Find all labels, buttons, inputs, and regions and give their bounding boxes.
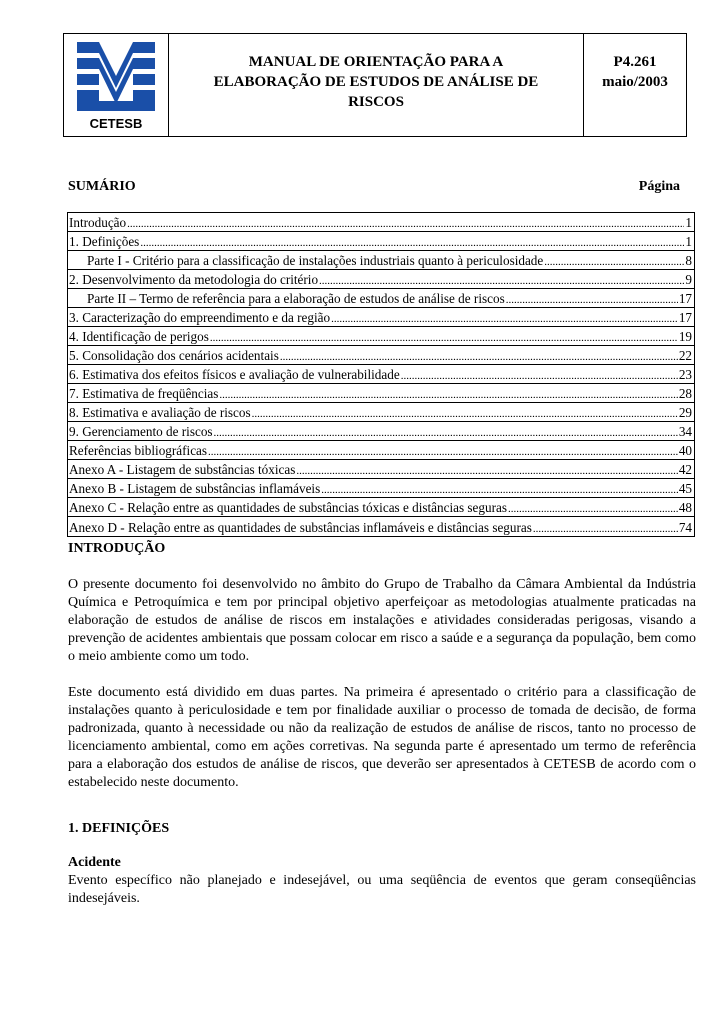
toc-entry-page: 28 [678, 386, 692, 401]
toc-entry-label: Anexo D - Relação entre as quantidades de substâncias inflamáveis e distâncias seguras [69, 520, 532, 535]
toc-leader-dots [219, 388, 677, 402]
toc-entry[interactable] [68, 251, 694, 270]
toc-entry[interactable] [68, 479, 694, 498]
logo-cell [64, 34, 169, 136]
toc-entry[interactable] [68, 308, 694, 327]
term-acidente: Acidente [68, 855, 121, 870]
cetesb-logo-icon [77, 42, 155, 112]
toc-leader-dots [252, 407, 678, 421]
document-code-cell [584, 34, 686, 136]
toc-entry-label: 3. Caracterização do empreendimento e da região [69, 310, 331, 325]
toc-entry[interactable] [68, 213, 694, 232]
toc-leader-dots [401, 369, 678, 383]
title-line: RISCOS [348, 94, 404, 110]
toc-leader-dots [210, 331, 678, 345]
toc-leader-dots [544, 255, 684, 269]
sumario-title: SUMÁRIO [68, 179, 136, 194]
document-date: maio/2003 [602, 74, 668, 90]
toc-entry-page: 17 [678, 291, 692, 306]
toc-entry-label: 1. Definições [69, 234, 140, 249]
toc-entry[interactable] [68, 498, 694, 517]
toc-entry-label: 8. Estimativa e avaliação de riscos [69, 405, 251, 420]
toc-leader-dots [296, 464, 677, 478]
toc-entry-page: 8 [685, 253, 692, 268]
toc-entry-page: 40 [678, 443, 692, 458]
toc-entry-label: 9. Gerenciamento de riscos [69, 424, 213, 439]
toc-leader-dots [533, 522, 678, 536]
page-column-label: Página [638, 179, 680, 194]
toc-entry-page: 1 [685, 215, 692, 230]
toc-entry-page: 1 [685, 234, 692, 249]
title-line: ELABORAÇÃO DE ESTUDOS DE ANÁLISE DE [213, 74, 539, 90]
toc-entry-label: Referências bibliográficas [69, 443, 208, 458]
introducao-title: INTRODUÇÃO [68, 541, 166, 556]
introducao-paragraph-2: Este documento está dividido em duas partes. Na primeira é apresentado o critério para a classificação de instalações quanto à periculosidade e tem por finalidade auxiliar o processo de tomada de decisão, de forma padronizada, quanto à necessidade ou não da realização de estudos de análise de riscos, tanto no processo de licenciamento ambiental, como em ações corretivas. Na segunda parte é apresentado um termo de referência para a elaboração dos estudos de análise de riscos, que deverão ser apresentados à CETESB de acordo com o estabelecido neste documento. [68, 685, 696, 790]
toc-leader-dots [214, 426, 678, 440]
toc-entry-page: 9 [685, 272, 692, 287]
toc-entry-label: Anexo C - Relação entre as quantidades de substâncias tóxicas e distâncias seguras [69, 500, 507, 515]
toc-entry-page: 45 [678, 481, 692, 496]
toc-entry-page: 23 [678, 367, 692, 382]
toc-entry-page: 19 [678, 329, 692, 344]
toc-entry[interactable] [68, 403, 694, 422]
toc-entry-label: 7. Estimativa de freqüências [69, 386, 219, 401]
toc-leader-dots [140, 236, 684, 250]
introducao-paragraph-1: O presente documento foi desenvolvido no âmbito do Grupo de Trabalho da Câmara Ambiental da Indústria Química e Petroquímica e tem por principal objetivo aperfeiçoar as metodologias atualmente praticadas na elaboração de estudos de análise de riscos em instalações e atividades consideradas perigosas, visando a prevenção de acidentes ambientais que possam colocar em risco a saúde e a segurança da população, bem como o meio ambiente como um todo. [68, 577, 696, 664]
toc-entry-page: 48 [678, 500, 692, 515]
toc-entry-label: Anexo A - Listagem de substâncias tóxicas [69, 462, 296, 477]
toc-leader-dots [506, 293, 678, 307]
document-code: P4.261 [613, 54, 657, 70]
toc-entry[interactable] [68, 517, 694, 536]
toc-leader-dots [127, 217, 684, 231]
toc-entry-page: 22 [678, 348, 692, 363]
sumario-heading [68, 179, 680, 195]
toc-entry-label: 6. Estimativa dos efeitos físicos e avaliação de vulnerabilidade [69, 367, 400, 382]
toc-entry[interactable] [68, 365, 694, 384]
toc-entry-page: 74 [678, 520, 692, 535]
document-title [169, 34, 584, 136]
toc-leader-dots [508, 502, 678, 516]
toc-leader-dots [321, 483, 678, 497]
toc-entry[interactable] [68, 289, 694, 308]
definicoes-title: 1. DEFINIÇÕES [68, 821, 170, 836]
toc-entry[interactable] [68, 441, 694, 460]
toc-entry-page: 34 [678, 424, 692, 439]
toc-entry[interactable] [68, 384, 694, 403]
toc-entry-page: 42 [678, 462, 692, 477]
toc-leader-dots [319, 274, 684, 288]
toc-entry-label: Parte II – Termo de referência para a elaboração de estudos de análise de riscos [87, 291, 505, 306]
logo-text: CETESB [89, 116, 143, 131]
toc-entry[interactable] [68, 270, 694, 289]
toc-entry[interactable] [68, 346, 694, 365]
toc-entry-label: 2. Desenvolvimento da metodologia do critério [69, 272, 319, 287]
toc-entry-page: 17 [678, 310, 692, 325]
toc-leader-dots [280, 350, 678, 364]
toc-entry[interactable] [68, 232, 694, 251]
toc-entry-label: Anexo B - Listagem de substâncias inflamáveis [69, 481, 321, 496]
toc-entry-label: Parte I - Critério para a classificação de instalações industriais quanto à periculosidade [87, 253, 544, 268]
toc-entry-label: 5. Consolidação dos cenários acidentais [69, 348, 279, 363]
toc-entry-label: Introdução [69, 215, 127, 230]
toc-leader-dots [208, 445, 678, 459]
toc-entry[interactable] [68, 422, 694, 441]
term-definition: Evento específico não planejado e indesejável, ou uma seqüência de eventos que geram conseqüências indesejáveis. [68, 873, 696, 906]
toc-entry-label: 4. Identificação de perigos [69, 329, 209, 344]
toc-leader-dots [331, 312, 678, 326]
toc-entry-page: 29 [678, 405, 692, 420]
document-header [63, 33, 687, 137]
toc-entry[interactable] [68, 460, 694, 479]
table-of-contents [67, 212, 695, 537]
toc-entry[interactable] [68, 327, 694, 346]
title-line: MANUAL DE ORIENTAÇÃO PARA A [248, 54, 504, 70]
